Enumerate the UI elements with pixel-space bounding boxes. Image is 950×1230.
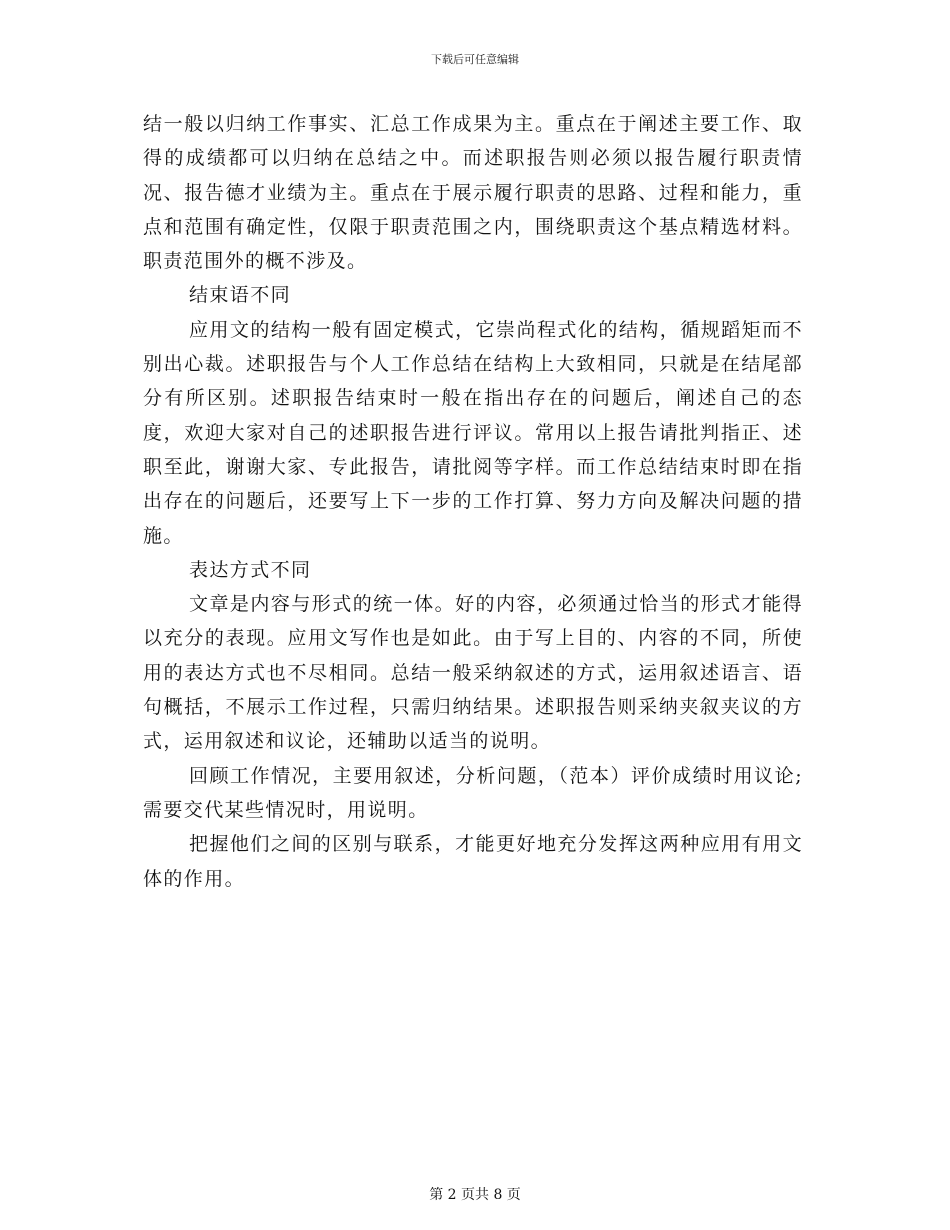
- document-body: [143, 107, 803, 896]
- paragraph-conclusion: 应用文的结构一般有固定模式，它崇尚程式化的结构，循规蹈矩而不别出心裁。述职报告与个人工作总结在结构上大致相同，只就是在结尾部分有所区别。述职报告结束时一般在指出存在的问题后，阐述自己的态度，欢迎大家对自己的述职报告进行评议。常用以上报告请批判指正、述职至此，谢谢大家、专此报告，请批阅等字样。而工作总结结束时即在指出存在的问题后，还要写上下一步的工作打算、努力方向及解决问题的措施。: [143, 318, 803, 547]
- page-header: 下载后可任意编辑: [431, 53, 519, 66]
- paragraph-review-work: 回顾工作情况，主要用叙述，分析问题，（范本）评价成绩时用议论;需要交代某些情况时，用说明。: [143, 764, 803, 821]
- heading-expression-differs: 表达方式不同: [189, 558, 312, 581]
- heading-conclusion-differs: 结束语不同: [189, 284, 292, 307]
- page-number-footer: 第 2 页共 8 页: [429, 1187, 521, 1203]
- paragraph-expression: 文章是内容与形式的统一体。好的内容，必须通过恰当的形式才能得以充分的表现。应用文写作也是如此。由于写上目的、内容的不同，所使用的表达方式也不尽相同。总结一般采纳叙述的方式，运用叙述语言、语句概括，不展示工作过程，只需归纳结果。述职报告则采纳夹叙夹议的方式，运用叙述和议论，还辅助以适当的说明。: [143, 593, 803, 753]
- paragraph-closing: 把握他们之间的区别与联系，才能更好地充分发挥这两种应用有用文体的作用。: [143, 833, 803, 890]
- paragraph-summary-focus: 结一般以归纳工作事实、汇总工作成果为主。重点在于阐述主要工作、取得的成绩都可以归纳在总结之中。而述职报告则必须以报告履行职责情况、报告德才业绩为主。重点在于展示履行职责的思路、过程和能力，重点和范围有确定性，仅限于职责范围之内，围绕职责这个基点精选材料。职责范围外的概不涉及。: [143, 113, 803, 273]
